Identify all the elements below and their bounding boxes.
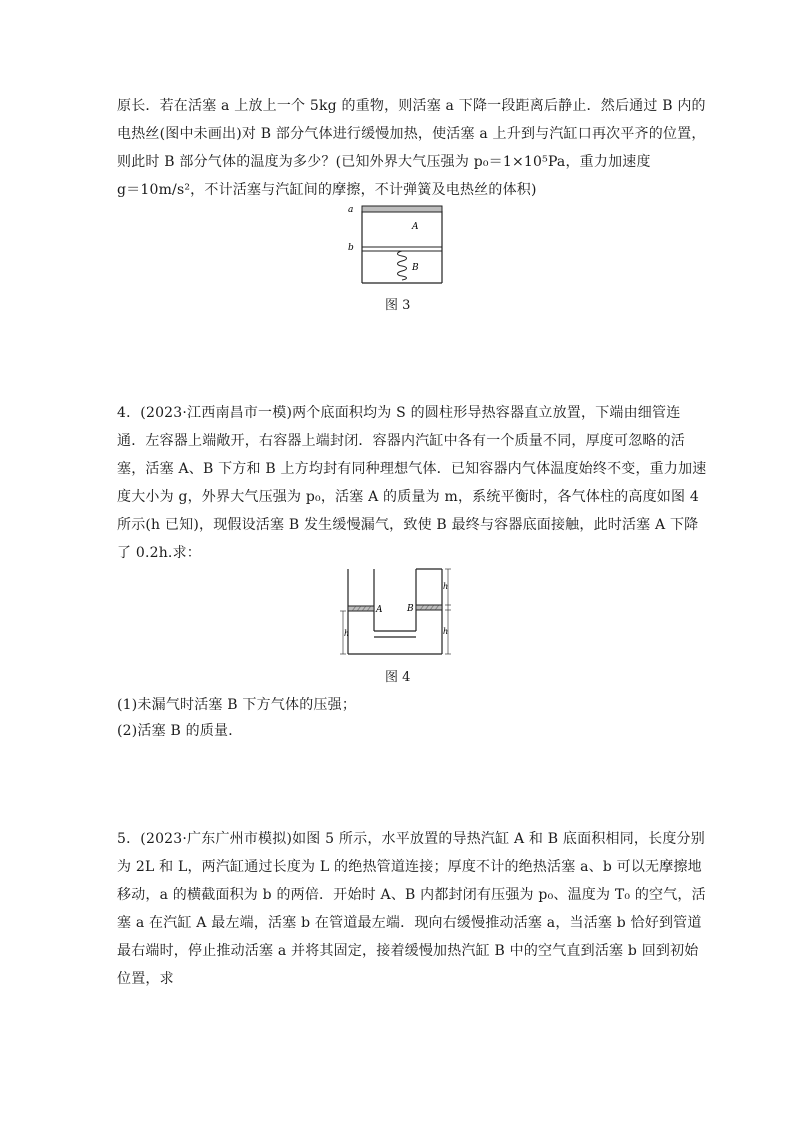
problem4-line-5: 所示(h 已知)，现假设活塞 B 发生缓慢漏气，致使 B 最终与容器底面接触，此时活塞 A 下降 [117, 517, 699, 533]
problem4-line-3: 塞，活塞 A、B 下方和 B 上方均封有同种理想气体．已知容器内气体温度始终不变，重力加速 [117, 461, 707, 477]
label-A: A [412, 222, 419, 232]
spring [398, 251, 407, 280]
problem3-line-4: g＝10m/s²，不计活塞与汽缸间的摩擦，不计弹簧及电热丝的体积) [117, 182, 537, 198]
figure-3-caption: 图 3 [385, 298, 411, 313]
label-b: b [348, 243, 354, 253]
piston-a [362, 206, 442, 212]
figure-3-cylinder-diagram [346, 203, 450, 287]
problem4-line-1: 4．(2023·江西南昌市一模)两个底面积均为 S 的圆柱形导热容器直立放置，下端由细管连 [117, 405, 681, 421]
label-piston-A: A [376, 605, 383, 615]
label-B: B [412, 263, 419, 273]
label-h-left: h [344, 629, 350, 638]
problem4-question-1: (1)未漏气时活塞 B 下方气体的压强； [117, 697, 357, 713]
problem5-line-1: 5．(2023·广东广州市模拟)如图 5 所示，水平放置的导热汽缸 A 和 B 底面积相同，长度分别 [117, 831, 705, 847]
problem5-line-4: 塞 a 在汽缸 A 最左端，活塞 b 在管道最左端．现向右缓慢推动活塞 a，当活塞 b 恰好到管道 [117, 915, 702, 931]
label-h-right-top: h [443, 582, 449, 591]
problem5-line-2: 为 2L 和 L，两汽缸通过长度为 L 的绝热管道连接；厚度不计的绝热活塞 a、b 可以无摩擦地 [117, 859, 702, 875]
problem3-line-2: 电热丝(图中未画出)对 B 部分气体进行缓慢加热，使活塞 a 上升到与汽缸口再次平齐的位置， [117, 126, 706, 142]
label-h-right-bottom: h [443, 627, 449, 636]
problem4-line-2: 通．左容器上端敞开，右容器上端封闭．容器内汽缸中各有一个质量不同，厚度可忽略的活 [117, 433, 685, 449]
problem3-line-1: 原长．若在活塞 a 上放上一个 5kg 的重物，则活塞 a 下降一段距离后静止．然后通过 B 内的 [117, 98, 706, 114]
label-a: a [348, 205, 354, 215]
problem4-line-4: 度大小为 g，外界大气压强为 p₀，活塞 A 的质量为 m，系统平衡时，各气体柱的高度如图 4 [117, 489, 699, 505]
problem5-line-5: 最右端时，停止推动活塞 a 并将其固定，接着缓慢加热汽缸 B 中的空气直到活塞 b 回到初始 [117, 943, 699, 959]
figure-4-caption: 图 4 [385, 670, 411, 685]
problem5-line-6: 位置，求 [117, 971, 174, 987]
problem3-line-3: 则此时 B 部分气体的温度为多少？(已知外界大气压强为 p₀＝1×10⁵Pa，重力加速度 [117, 154, 651, 170]
label-piston-B: B [407, 604, 414, 614]
problem4-line-6: 了 0.2h.求： [117, 545, 201, 561]
figure-4-connected-containers [338, 565, 458, 661]
problem5-line-3: 移动，a 的横截面积为 b 的两倍．开始时 A、B 内都封闭有压强为 p₀、温度为 T₀ 的空气，活 [117, 887, 706, 903]
problem4-question-2: (2)活塞 B 的质量． [117, 723, 243, 739]
